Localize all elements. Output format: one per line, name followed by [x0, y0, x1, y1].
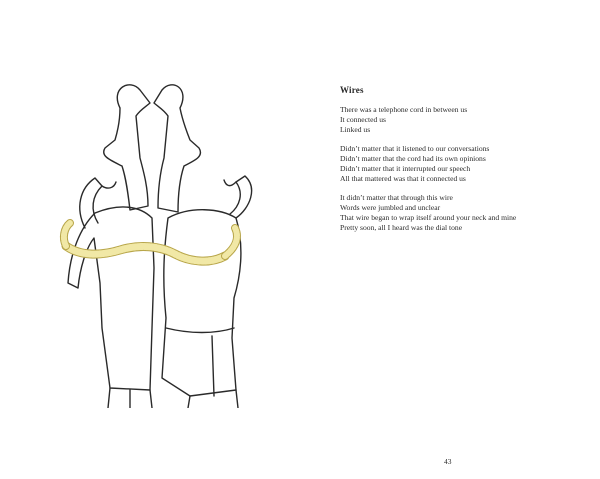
poem-line: All that mattered was that it connected us [340, 174, 466, 183]
poem-line: Didn’t matter that it listened to our conversations [340, 144, 490, 153]
page-number: 43 [444, 457, 452, 466]
right-figure-torso [162, 210, 241, 396]
poem-line: Didn’t matter that the cord had its own opinions [340, 154, 486, 163]
poem-line: There was a telephone cord in between us [340, 105, 468, 114]
poem-line: That wire began to wrap itself around your neck and mine [340, 213, 517, 222]
stanza-1 [340, 105, 580, 135]
right-figure-arm [230, 176, 252, 218]
hands [102, 180, 236, 188]
left-figure-torso [68, 207, 154, 390]
poem-line: Words were jumbled and unclear [340, 203, 441, 212]
stanza-2 [340, 144, 580, 184]
left-figure-arm [80, 178, 102, 228]
poem-line: Pretty soon, all I heard was the dial tone [340, 223, 463, 232]
right-figure-jeans [166, 328, 238, 408]
illustration-phone-head-couple [40, 78, 280, 408]
poem-title: Wires [340, 85, 364, 95]
poem-line: Didn’t matter that it interrupted our speech [340, 164, 471, 173]
left-phone-head [104, 85, 150, 210]
stanza-3 [340, 193, 580, 233]
poem-line: It didn’t matter that through this wire [340, 193, 453, 202]
telephone-cord [64, 223, 237, 261]
left-figure-legs [108, 388, 152, 408]
poem-line: Linked us [340, 125, 371, 134]
poem-line: It connected us [340, 115, 386, 124]
right-phone-head [154, 85, 201, 212]
poem [340, 85, 580, 242]
